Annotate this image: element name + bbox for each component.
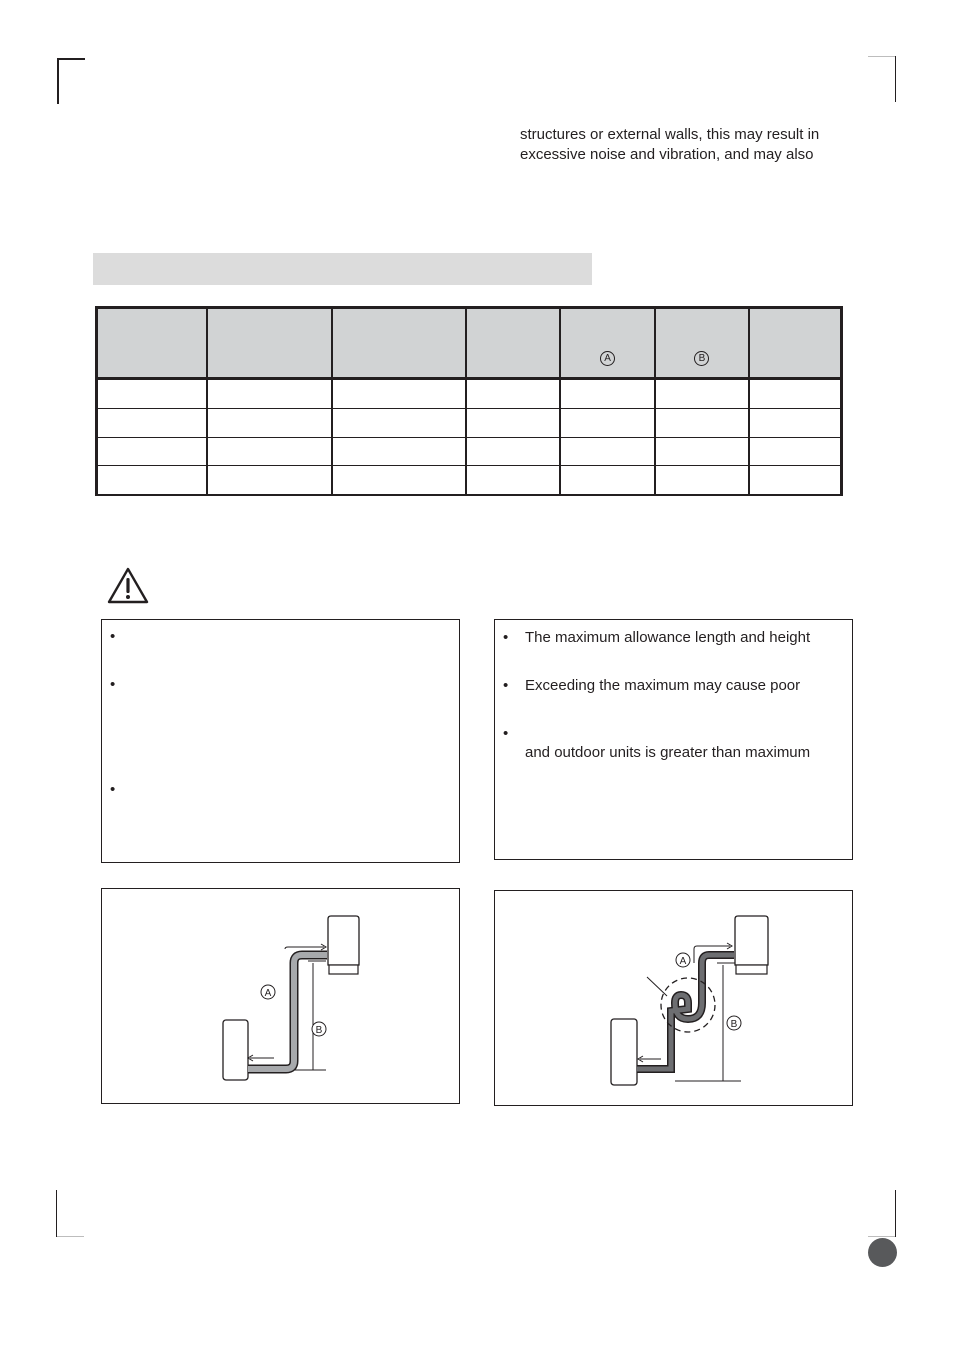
label-a: A (264, 988, 272, 999)
table-row (97, 379, 842, 409)
refrigerant-pipe (248, 955, 327, 1069)
table-row (97, 466, 842, 495)
piping-diagram-left (102, 889, 459, 1103)
crop-mark-bottom-right-h (868, 1236, 896, 1237)
table-cell (207, 379, 333, 409)
piping-diagram-box-left (101, 888, 460, 1104)
crop-mark-top-right-v (895, 56, 896, 102)
table-cell (466, 408, 560, 437)
crop-mark-bottom-left-h (57, 1236, 84, 1237)
outdoor-unit-base (736, 965, 767, 974)
bullet-marker: • (110, 628, 116, 645)
table-cell (332, 379, 466, 409)
table-cell (97, 466, 207, 495)
crop-mark-bottom-left-v (56, 1190, 57, 1237)
table-header-cell (332, 308, 466, 379)
outdoor-unit-base (329, 965, 358, 974)
label-b: B (315, 1025, 323, 1036)
crop-mark-top-left-h (57, 58, 85, 60)
table-cell (749, 408, 841, 437)
bullet-marker: • (110, 781, 116, 798)
flow-arrow-top (285, 947, 324, 949)
table-header-cell (749, 308, 841, 379)
circle-a-marker: A (600, 351, 615, 366)
table-cell (207, 408, 333, 437)
table-cell (560, 437, 654, 466)
intro-line-2: excessive noise and vibration, and may also (520, 146, 814, 163)
table-header-cell (466, 308, 560, 379)
table-cell (466, 437, 560, 466)
piping-diagram-box-right (494, 890, 853, 1106)
bullet-text: Exceeding the maximum may cause poor (525, 677, 801, 694)
table-cell (332, 466, 466, 495)
table-row (97, 437, 842, 466)
table-cell (560, 379, 654, 409)
crop-mark-top-right-h (868, 56, 896, 57)
table-cell (560, 408, 654, 437)
table-cell (207, 466, 333, 495)
indoor-unit-icon (223, 1020, 248, 1080)
table-cell (466, 379, 560, 409)
intro-paragraph (520, 125, 850, 165)
bullet-text: and outdoor units is greater than maximum (525, 744, 811, 761)
table-cell (749, 379, 841, 409)
crop-mark-bottom-right-v (895, 1190, 896, 1237)
table-cell (655, 408, 749, 437)
notes-box-right (494, 619, 853, 860)
table-cell (749, 466, 841, 495)
bullet-marker: • (503, 629, 509, 646)
circle-b-marker: B (694, 351, 709, 366)
table-cell (655, 437, 749, 466)
table-cell (332, 408, 466, 437)
refrigerant-pipe (637, 955, 734, 1069)
table-cell (207, 437, 333, 466)
bullet-marker: • (503, 677, 509, 694)
piping-diagram-right (495, 891, 852, 1105)
notes-box-left (101, 619, 460, 863)
table-cell (749, 437, 841, 466)
section-heading-bar (93, 253, 592, 285)
leader-line (647, 977, 667, 996)
warning-triangle-icon (107, 567, 149, 604)
intro-line-1: structures or external walls, this may result in (520, 126, 820, 143)
table-row (97, 408, 842, 437)
table-cell (655, 379, 749, 409)
table-header-cell (97, 308, 207, 379)
table-cell (332, 437, 466, 466)
table-cell (97, 379, 207, 409)
table-cell (655, 466, 749, 495)
crop-mark-top-left-v (57, 58, 59, 104)
bullet-text: The maximum allowance length and height (525, 629, 811, 646)
table-cell (560, 466, 654, 495)
table-cell (97, 408, 207, 437)
piping-spec-table (95, 306, 843, 496)
table-header-cell-a (560, 308, 654, 379)
bullet-marker: • (503, 725, 509, 742)
bullet-marker: • (110, 676, 116, 693)
table-cell (466, 466, 560, 495)
label-b: B (730, 1019, 738, 1030)
outdoor-unit-icon (328, 916, 359, 965)
table-header-cell-b (655, 308, 749, 379)
outdoor-unit-icon (735, 916, 768, 965)
indoor-unit-icon (611, 1019, 637, 1085)
table-header-row (97, 308, 842, 379)
label-a: A (679, 956, 687, 967)
page-number-badge (868, 1238, 897, 1267)
table-header-cell (207, 308, 333, 379)
table-cell (97, 437, 207, 466)
